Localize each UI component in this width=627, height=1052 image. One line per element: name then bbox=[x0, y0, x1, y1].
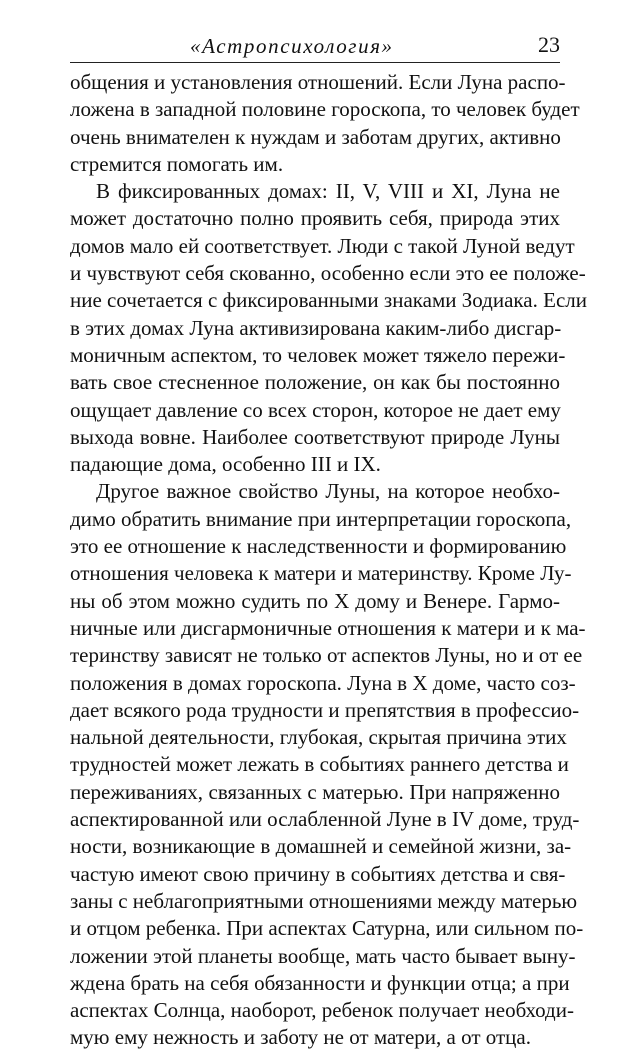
page-number: 23 bbox=[538, 32, 560, 57]
text-line: в этих домах Луна активизирована каким-либо дисгар- bbox=[70, 315, 562, 340]
text-line: домов мало ей соответствует. Люди с такой Луной ведут bbox=[70, 233, 575, 258]
text-line: ние сочетается с фиксированными знаками Зодиака. Если bbox=[70, 288, 587, 313]
text-line: вать свое стесненное положение, он как бы постоянно bbox=[70, 370, 560, 395]
text-line: падающие дома, особенно III и IX. bbox=[70, 452, 381, 477]
text-line: отношения человека к матери и материнству. Кроме Лу- bbox=[70, 561, 572, 586]
text-line: и чувствуют себя скованно, особенно если это ее положе- bbox=[70, 261, 586, 286]
body-text bbox=[70, 69, 587, 1052]
text-line: трудностей может лежать в событиях раннего детства и bbox=[70, 752, 569, 777]
text-line: димо обратить внимание при интерпретации гороскопа, bbox=[70, 506, 572, 531]
text-line: общения и установления отношений. Если Луна распо- bbox=[70, 70, 566, 94]
text-line: ны об этом можно судить по X дому и Венере. Гармо- bbox=[70, 588, 560, 613]
text-line: Другое важное свойство Луны, на которое необхо- bbox=[96, 479, 560, 504]
text-line: моничным аспектом, то человек может тяжело пережи- bbox=[70, 342, 566, 367]
text-line: может достаточно полно проявить себя, природа этих bbox=[70, 206, 560, 231]
text-line: стремится помогать им. bbox=[70, 151, 284, 176]
text-line: частую имеют свою причину в событиях детства и свя- bbox=[70, 861, 566, 886]
text-line: ждена брать на себя обязанности и функции отца; а при bbox=[70, 970, 570, 995]
text-line: положения в домах гороскопа. Луна в X доме, часто соз- bbox=[70, 670, 576, 695]
text-line: мую ему нежность и заботу не от матери, а от отца. bbox=[70, 1025, 531, 1050]
text-line: выхода вовне. Наиболее соответствуют природе Луны bbox=[70, 424, 560, 449]
text-line: В фиксированных домах: II, V, VIII и XI, Луна не bbox=[96, 179, 560, 204]
text-line: теринству зависят не только от аспектов Луны, но и от ее bbox=[70, 643, 583, 668]
text-line: ложена в западной половине гороскопа, то человек будет bbox=[70, 97, 580, 122]
text-line: заны с неблагоприятными отношениями между матерью bbox=[70, 888, 578, 913]
text-line: аспектированной или ослабленной Луне в IV доме, труд- bbox=[70, 807, 580, 832]
text-line: аспектах Солнца, наоборот, ребенок получает необходи- bbox=[70, 998, 574, 1023]
header-rule bbox=[70, 62, 560, 63]
text-line: дает всякого рода трудности и препятствия в профессио- bbox=[70, 697, 580, 722]
text-line: ности, возникающие в домашней и семейной жизни, за- bbox=[70, 834, 572, 859]
text-line: очень внимателен к нуждам и заботам других, активно bbox=[70, 124, 561, 149]
text-line: ощущает давление со всех сторон, которое не дает ему bbox=[70, 397, 561, 422]
text-line: нальной деятельности, глубокая, скрытая причина этих bbox=[70, 725, 567, 750]
text-line: ложении этой планеты вообще, мать часто бывает выну- bbox=[70, 943, 576, 968]
running-title: «Астропсихология» bbox=[190, 34, 394, 58]
text-line: переживаниях, связанных с матерью. При напряженно bbox=[70, 779, 560, 804]
text-line: и отцом ребенка. При аспектах Сатурна, или сильном по- bbox=[70, 916, 584, 941]
text-line: это ее отношение к наследственности и формированию bbox=[70, 534, 567, 559]
text-line: ничные или дисгармоничные отношения к матери и к ма- bbox=[70, 615, 586, 640]
running-head bbox=[70, 30, 560, 60]
